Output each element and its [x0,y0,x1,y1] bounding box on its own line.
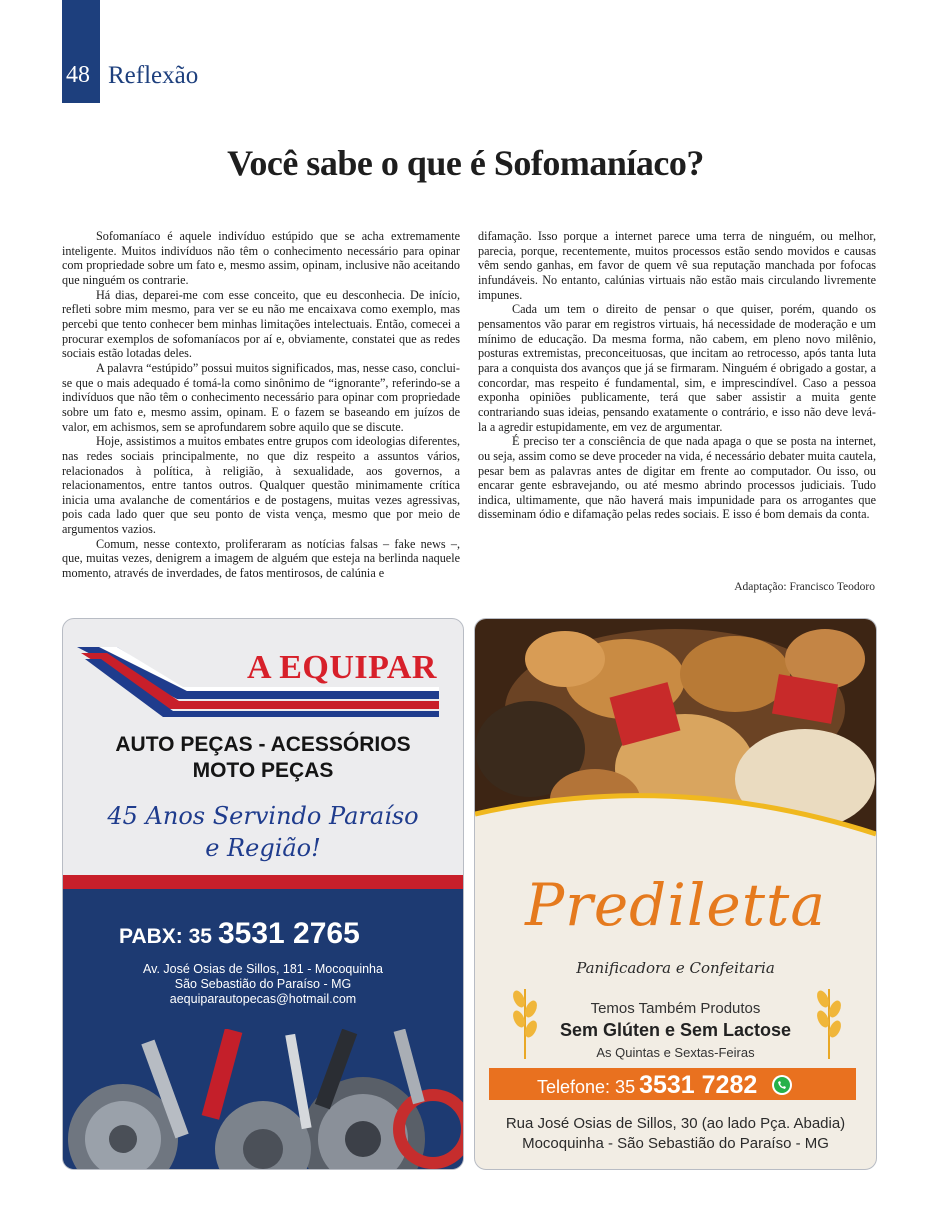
info-line1: Temos Também Produtos [590,1000,761,1017]
info-line2: Sem Glúten e Sem Lactose [559,1020,792,1040]
paragraph: Há dias, deparei-me com esse conceito, que eu desconhecia. De início, refleti sobre mim mesmo, para ver se eu não me encaixava como exemplo, mas percebi que tento conhecer bem minhas limitações intelectuais. Então, comecei a procurar exemplos de sofomaníacos por aí e, obviamente, constatei que as redes sociais estão lotadas deles. [62,287,460,361]
phone-prefix: Telefone: 35 [537,1077,636,1097]
email: aequiparautopecas@hotmail.com [169,992,357,1006]
brand-name: A EQUIPAR [247,649,437,686]
paragraph: É preciso ter a consciência de que nada apaga o que se posta na internet, ou seja, assim como se deve proceder na vida, é necessário debater muita cautela, pesar bem as palavras antes de digitar em frente ao computador. Ou isso, ou encarar gente esbravejando, ou até mesmo abrindo processos judiciais. Tudo indica, ultimamente, que não haverá mais impunidade para os arrogantes que disseminam ódio e difamação pelas redes sociais. E isso é bom demais da conta. [478,434,876,522]
phone [537,1071,757,1100]
slogan-line2: e Região! [205,834,321,862]
paragraph: Comum, nesse contexto, proliferaram as notícias falsas – fake news –, que, muitas vezes, denigrem a imagem de alguém que esteja na berlinda naquele momento, através de inverdades, de fatos mentirosos, de calúnia e [62,536,460,581]
ad-a-equipar [62,618,464,1170]
red-divider [63,875,463,889]
brand-name: Prediletta [525,871,826,939]
ad-prediletta [474,618,877,1170]
tagline-line2: MOTO PEÇAS [192,759,334,782]
article-credit: Adaptação: Francisco Teodoro [734,581,875,593]
address-line2: Mocoquinha - São Sebastião do Paraíso - MG [522,1135,829,1152]
paragraph: A palavra “estúpido” possui muitos significados, mas, nesse caso, conclui-se que o mais adequado é tomá-la como sinônimo de “ignorante”, referindo-se a indivíduos que não têm o conhecimento necessário para opinar com propriedade sobre um fato e, mesmo assim, opinam. E o fazem se baseando em juízos de valor, em achismos, sem se aprofundarem sobre aquilo que se discute. [62,360,460,434]
paragraph-continuation: difamação. Isso porque a internet parece uma terra de ninguém, ou melhor, parecia, porque, recentemente, muitos processos estão sendo movidos e causas vêm sendo ganhas, em favor de quem vê sua reputação manchada por fofocas infundáveis. No entanto, calúnias virtuais não estão mais circulando livremente impunes. [478,229,876,302]
auto-parts-image [63,1029,463,1169]
phone-number: 3531 7282 [639,1071,758,1099]
paragraph: Sofomaníaco é aquele indivíduo estúpido que se acha extremamente inteligente. Muitos indivíduos não têm o conhecimento necessário para opinar com propriedade sobre um fato e, mesmo assim, opinam, inclusive não aceitando que ninguém os contrarie. [62,229,460,287]
page-number: 48 [66,62,90,88]
slogan-line1: 45 Anos Servindo Paraíso [107,802,419,830]
info-line3: As Quintas e Sextas-Feiras [596,1045,755,1060]
brand-subtitle: Panificadora e Confeitaria [576,959,775,977]
address-line2: São Sebastião do Paraíso - MG [174,977,352,991]
phone-number: 3531 2765 [217,917,360,950]
article-column-left [62,229,460,581]
phone [119,917,360,951]
whatsapp-icon [771,1074,793,1096]
bread-basket-image [475,619,876,869]
paragraph: Cada um tem o direito de pensar o que quiser, porém, quando os pensamentos vão parar em registros virtuais, há necessidade de moderação e um mínimo de educação. Da mesma forma, não cabem, em pleno novo milênio, posturas extremistas, preconceituosas, que incitam ao retrocesso, após tanta luta para a conquista dos avanços que já se firmaram. Ninguém é obrigado a gostar, a concordar, mas respeito é fundamental, sim, e imprescindível. Caso a pessoa exponha opiniões publicamente, terá que saber assistir a muita gente contrariando suas ideias, pensando exatamente o contrário, e isso não deve levá-la a agredir estupidamente, em vez de argumentar. [478,302,876,434]
section-title: Reflexão [108,62,199,89]
address-line1: Rua José Osias de Sillos, 30 (ao lado Pça. Abadia) [505,1115,846,1132]
address-line1: Av. José Osias de Sillos, 181 - Mocoquinha [143,962,383,976]
paragraph: Hoje, assistimos a muitos embates entre grupos com ideologias diferentes, nas redes sociais principalmente, no que diz respeito a assuntos vários, relacionados à política, à religião, à sexualidade, aos governos, a relacionamentos, entre tantos outros. Qualquer questão minimamente crítica inicia uma avalanche de comentários e de postagens, muitas vezes agressivas, pois cada lado quer que seu ponto de vista vença, mesmo que por meio de argumentos vazios. [62,434,460,537]
tagline-line1: AUTO PEÇAS - ACESSÓRIOS [115,733,411,756]
article-column-right [478,229,876,522]
article-title: Você sabe o que é Sofomaníaco? [227,143,704,183]
phone-prefix: PABX: 35 [119,925,212,948]
